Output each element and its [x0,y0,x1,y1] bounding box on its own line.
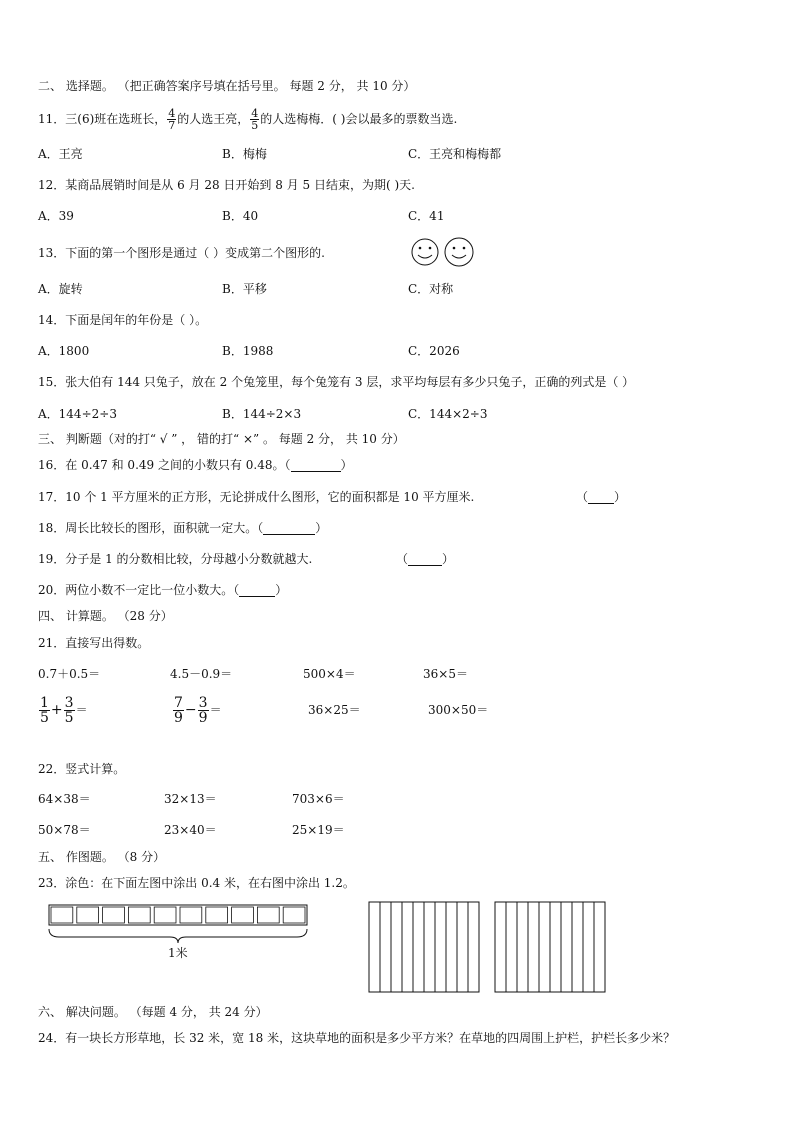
right-strip-grid[interactable] [494,901,606,993]
grid-strip[interactable] [517,902,528,992]
q14-option-c[interactable]: C．2026 [408,344,460,358]
section-heading-draw: 五、 作图题。 （8 分） [38,850,166,864]
question-18: 18．周长比较长的图形，面积就一定大。（ ） [38,521,328,535]
q22-title: 22．竖式计算。 [38,762,126,776]
grid-strip[interactable] [583,902,594,992]
smiley-face-1-icon [412,239,438,265]
fraction-expression-1: $\frac{1}{5}$ + $\frac{3}{5}$ ＝ [40,695,88,726]
q19-answer: （ ） [396,552,455,566]
question-14: 14．下面是闰年的年份是（ ）。 [38,313,208,327]
grid-strip[interactable] [402,902,413,992]
q14-option-a[interactable]: A．1800 [38,344,90,358]
bar-cell[interactable] [283,907,305,923]
fraction-4-7: $\frac{4}{7}$ [168,107,176,132]
calc-item: 0.7＋0.5＝ [38,667,101,681]
section-heading-calc: 四、 计算题。 （28 分） [38,609,173,623]
bar-cell[interactable] [154,907,176,923]
fraction-4-5: $\frac{4}{5}$ [251,107,259,132]
q19-answer-blank[interactable] [408,553,442,566]
section-heading-judge: 三、 判断题（对的打“ √ ” ， 错的打“ ×” 。 每题 2 分， 共 10 分） [38,432,405,446]
bar-cell[interactable] [128,907,150,923]
bar-label: 1米 [168,946,188,960]
bar-cell[interactable] [103,907,125,923]
grid-strip[interactable] [528,902,539,992]
grid-strip[interactable] [539,902,550,992]
question-16: 16．在 0.47 和 0.49 之间的小数只有 0.48。（ ） [38,458,353,472]
grid-strip[interactable] [391,902,402,992]
grid-strip[interactable] [561,902,572,992]
question-15: 15．张大伯有 144 只兔子，放在 2 个兔笼里，每个兔笼有 3 层，求平均每层有多少只兔子，正确的列式是（ ） [38,375,635,389]
left-strip-grid[interactable] [368,901,480,993]
smiley-face-2-icon [445,238,473,266]
bar-cell[interactable] [51,907,73,923]
calc-item: 50×78＝ [38,823,91,837]
calc-item: 64×38＝ [38,792,91,806]
q13-option-b[interactable]: B．平移 [222,282,267,296]
q21-title: 21．直接写出得数。 [38,636,150,650]
q12-option-c[interactable]: C．41 [408,209,445,223]
q17-answer-blank[interactable] [588,491,614,504]
grid-strip[interactable] [446,902,457,992]
grid-strip[interactable] [495,902,506,992]
q14-option-b[interactable]: B．1988 [222,344,274,358]
question-24: 24．有一块长方形草地，长 32 米，宽 18 米，这块草地的面积是多少平方米？在草地的四周围上护栏，护栏长多少米？ [38,1031,676,1045]
calc-item: 300×50＝ [428,703,489,717]
calc-item: 25×19＝ [292,823,345,837]
calc-item: 23×40＝ [164,823,217,837]
question-11 [38,104,457,134]
bar-cell[interactable] [77,907,99,923]
q15-option-c[interactable]: C．144×2÷3 [408,407,488,421]
question-13: 13．下面的第一个图形是通过（ ）变成第二个图形的. [38,246,325,260]
smiley-figures [410,237,476,269]
calc-item: 4.5－0.9＝ [170,667,233,681]
q11-option-b[interactable]: B．梅梅 [222,147,267,161]
q11-prefix: 11．三(6)班在选班长， [38,112,167,126]
grid-strip[interactable] [506,902,517,992]
grid-strip[interactable] [572,902,583,992]
q15-option-b[interactable]: B．144÷2×3 [222,407,302,421]
calc-item: 36×25＝ [308,703,361,717]
bar-cell[interactable] [206,907,228,923]
calc-item: 500×4＝ [303,667,356,681]
grid-strip[interactable] [457,902,468,992]
grid-strip[interactable] [550,902,561,992]
grid-strip[interactable] [369,902,380,992]
section-heading-choice: 二、 选择题。 （把正确答案序号填在括号里。 每题 2 分， 共 10 分） [38,79,416,93]
brace [49,929,307,943]
question-20: 20．两位小数不一定比一位小数大。（ ） [38,583,288,597]
grid-strip[interactable] [435,902,446,992]
calc-item: 36×5＝ [423,667,468,681]
q11-mid: 的人选王亮， [177,112,250,126]
q11-option-a[interactable]: A．王亮 [38,147,83,161]
grid-strip[interactable] [424,902,435,992]
q13-option-c[interactable]: C．对称 [408,282,454,296]
q17-answer: （ ） [576,490,627,504]
calc-item: 703×6＝ [292,792,345,806]
q13-option-a[interactable]: A．旋转 [38,282,83,296]
q15-option-a[interactable]: A．144÷2÷3 [38,407,117,421]
bar-cell[interactable] [257,907,279,923]
bar-cell[interactable] [180,907,202,923]
q12-option-a[interactable]: A．39 [38,209,74,223]
grid-strip[interactable] [380,902,391,992]
grid-strip[interactable] [413,902,424,992]
q11-option-c[interactable]: C．王亮和梅梅都 [408,147,502,161]
grid-strip[interactable] [468,902,479,992]
q18-answer-blank[interactable] [263,522,315,535]
q12-option-b[interactable]: B．40 [222,209,259,223]
bar-cell[interactable] [232,907,254,923]
q20-answer-blank[interactable] [239,584,275,597]
q11-suffix: 的人选梅梅．( )会以最多的票数当选. [260,112,458,126]
calc-item: 32×13＝ [164,792,217,806]
question-17: 17．10 个 1 平方厘米的正方形，无论拼成什么图形，它的面积都是 10 平方厘米. [38,490,475,504]
question-19: 19．分子是 1 的分数相比较，分母越小分数就越大. [38,552,313,566]
fraction-expression-2: $\frac{7}{9}$ − $\frac{3}{9}$ ＝ [174,695,222,726]
q16-answer-blank[interactable] [291,459,341,472]
question-12: 12．某商品展销时间是从 6 月 28 日开始到 8 月 5 日结束，为期( )天. [38,178,415,192]
grid-strip[interactable] [594,902,605,992]
section-heading-solve: 六、 解决问题。 （每题 4 分， 共 24 分） [38,1005,268,1019]
question-23: 23．涂色：在下面左图中涂出 0.4 米，在右图中涂出 1.2。 [38,876,355,890]
